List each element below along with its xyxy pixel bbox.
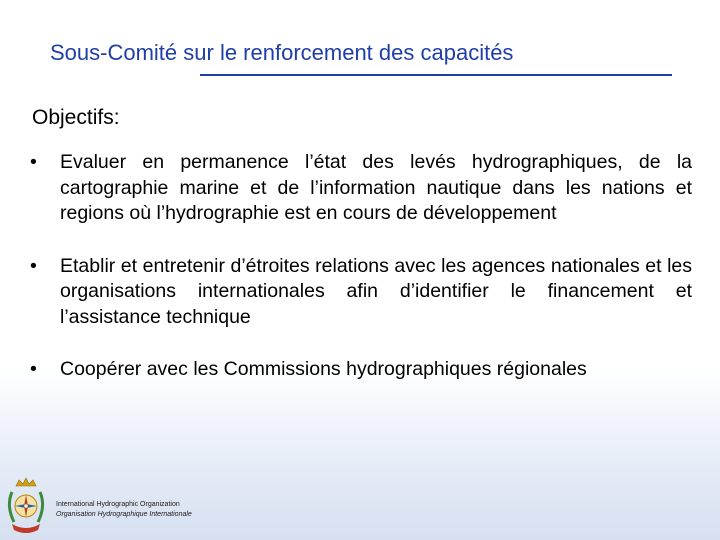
bullet-text: Evaluer en permanence l’état des levés hydrographiques, de la cartographie marine et de l’information nautique dans les nations et regions où l’hydrographie est en cours de développement (60, 151, 692, 224)
slide-title: Sous-Comité sur le renforcement des capacités (50, 40, 514, 65)
objectives-list (30, 150, 692, 383)
bullet-icon: • (30, 151, 37, 173)
iho-emblem-icon (4, 476, 48, 536)
title-underline (200, 74, 672, 76)
list-item (30, 357, 692, 383)
list-item (30, 150, 692, 227)
bullet-text: Coopérer avec les Commissions hydrographiques régionales (60, 358, 587, 380)
bullet-text: Etablir et entretenir d’étroites relations avec les agences nationales et les organisations internationales afin d’identifier le financement et l’assistance technique (60, 254, 692, 328)
org-name-fr: Organisation Hydrographique Internationale (56, 511, 192, 518)
footer-org-names (56, 500, 192, 520)
list-item (30, 254, 692, 331)
org-name-en: International Hydrographic Organization (56, 501, 180, 508)
bullet-icon: • (30, 358, 37, 380)
objectives-heading: Objectifs: (32, 106, 120, 129)
bullet-icon: • (30, 254, 37, 277)
